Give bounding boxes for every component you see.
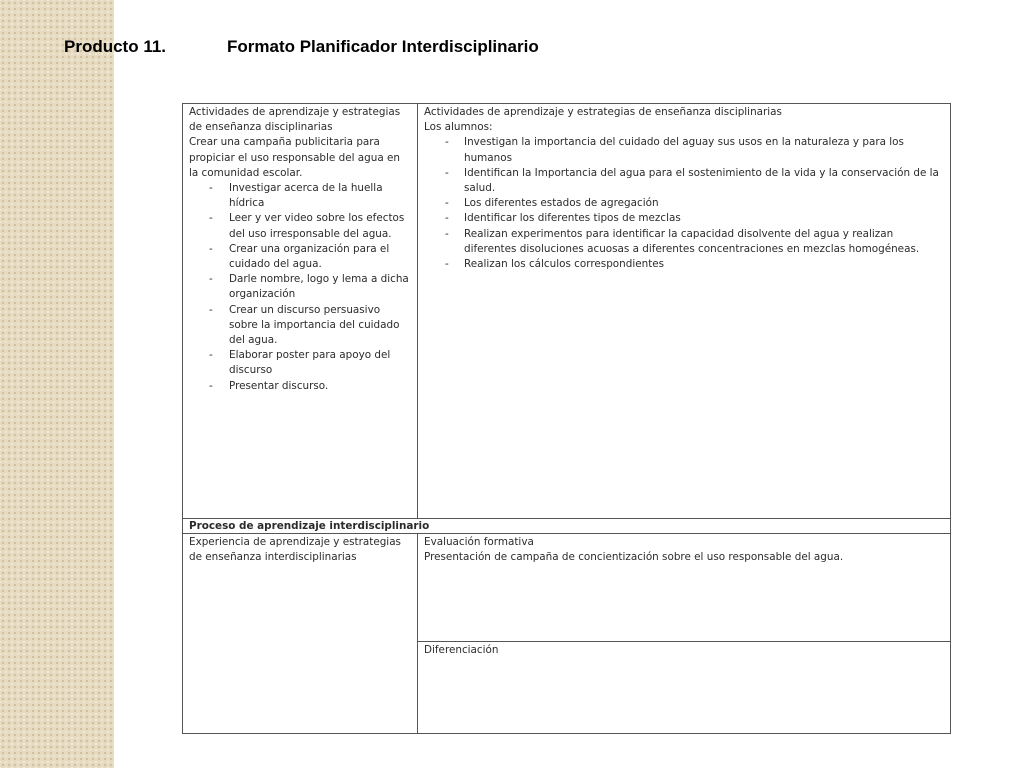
cell-heading: Experiencia de aprendizaje y estrategias de enseñanza interdisciplinarias [189, 536, 401, 564]
section-header: Proceso de aprendizaje interdisciplinario [189, 520, 430, 532]
list-item: - Identificar los diferentes tipos de mezclas [445, 212, 681, 225]
list-item: - Identifican la Importancia del agua para el sostenimiento de la vida y la conservación de la salud. [445, 166, 939, 195]
cell-intro: Crear una campaña publicitaria para propiciar el uso responsable del agua en la comunidad escolar. [189, 136, 400, 179]
product-number: Producto 11. [64, 37, 167, 56]
cell-heading: Actividades de aprendizaje y estrategias de enseñanza disciplinarias [424, 106, 782, 118]
decorative-side-strip [0, 0, 114, 768]
list-item: - Presentar discurso. [209, 379, 329, 392]
cell-interdisciplinary-experience [183, 534, 417, 733]
list-item: - Realizan experimentos para identificar la capacidad disolvente del agua y realizan diferentes disoluciones acuosas a diferentes concentraciones en mezclas homogéneas. [445, 227, 920, 255]
planner-table [182, 103, 951, 734]
list-item: - Investigan la importancia del cuidado del aguay sus usos en la naturaleza y para los humanos [445, 136, 904, 164]
list-item: - Realizan los cálculos correspondientes [445, 258, 665, 271]
cell-heading: Evaluación formativa [424, 536, 534, 548]
cell-intro: Los alumnos: [424, 121, 493, 134]
list-item: - Crear un discurso persuasivo sobre la importancia del cuidado del agua. [209, 303, 400, 347]
list-item: - Crear una organización para el cuidado del agua. [209, 242, 390, 271]
cell-heading: Actividades de aprendizaje y estrategias de enseñanza disciplinarias [189, 106, 401, 134]
cell-disciplinary-activities-left [183, 104, 417, 518]
list-item: - Investigar acerca de la huella hídrica [209, 182, 383, 210]
list-item: - Leer y ver video sobre los efectos del uso irresponsable del agua. [209, 212, 405, 240]
cell-formative-evaluation [418, 534, 950, 641]
cell-differentiation [418, 642, 950, 733]
cell-heading: Diferenciación [424, 644, 499, 656]
evaluation-text: Presentación de campaña de concientización sobre el uso responsable del agua. [424, 551, 844, 564]
cell-disciplinary-activities-right [418, 104, 950, 518]
list-item: - Elaborar poster para apoyo del discurso [209, 349, 391, 377]
list-item: - Darle nombre, logo y lema a dicha organización [209, 273, 409, 301]
format-title: Formato Planificador Interdisciplinario [227, 37, 539, 56]
list-item: - Los diferentes estados de agregación [445, 197, 659, 210]
activity-list-left [189, 181, 411, 394]
activity-list-right [424, 135, 944, 272]
